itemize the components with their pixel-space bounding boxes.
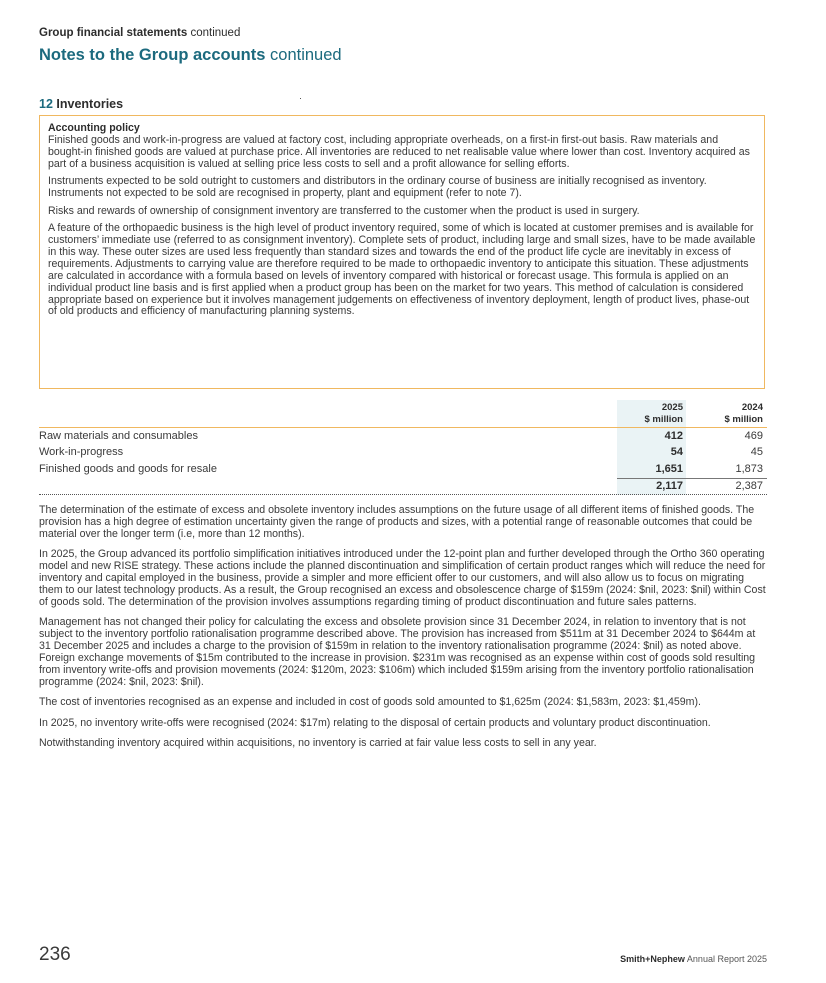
- policy-paragraph: Finished goods and work-in-progress are valued at factory cost, including appropriate overheads, on a first-in first-out basis. Raw materials and bought-in finished goods are valued at purchase price. All inventories are reduced to net realisable value where lower than cost. Inventory acquired as part of a business acquisition is valued at selling price less costs to sell and a profit allowance for selling efforts.: [48, 133, 750, 170]
- column-year: 2024: [741, 402, 763, 413]
- row-label: Work-in-progress: [39, 446, 124, 458]
- value-2025: 412: [664, 430, 683, 442]
- policy-paragraph: Risks and rewards of ownership of consignment inventory are transferred to the customer when the product is used in surgery.: [48, 204, 640, 217]
- section-header-bold: Group financial statements: [39, 27, 188, 39]
- value-2024: 1,873: [735, 463, 763, 475]
- total-row: [39, 478, 767, 494]
- page-title: [39, 46, 342, 65]
- policy-paragraph: Instruments expected to be sold outright to customers and distributors in the ordinary course of business are initially recognised as inventory. Instruments not expected to be sold are recognised in property, plant and equipment (refer to note 7).: [48, 175, 707, 200]
- stray-dot: [300, 98, 301, 99]
- total-2024: 2,387: [735, 480, 763, 492]
- table-row: [39, 461, 767, 477]
- note-title: Inventories: [52, 97, 124, 111]
- column-unit: $ million: [644, 414, 683, 425]
- notes-body: [39, 505, 767, 758]
- note-number: 12: [39, 97, 53, 111]
- page-number: 236: [39, 944, 71, 965]
- column-header-2025: [644, 402, 683, 426]
- body-paragraph: The cost of inventories recognised as an expense and included in cost of goods sold amounted to $1,625m (2024: $1,583m, 2023: $1,459m).: [39, 696, 701, 709]
- body-paragraph: In 2025, no inventory write-offs were recognised (2024: $17m) relating to the disposal of certain products and voluntary product discontinuation.: [39, 716, 711, 729]
- section-header: [39, 27, 240, 39]
- policy-paragraph: A feature of the orthopaedic business is the high level of product inventory required, some of which is located at customer premises and is available for customers’ immediate use (referred to as consignment inventory). Complete sets of product, including large and small sizes, have to be made available in this way. These outer sizes are used less frequently than standard sizes and towards the end of the product life cycle are inevitably in excess of requirements. Adjustments to carrying value are therefore required to be made to orthopaedic inventory to anticipate this situation. These adjustments are calculated in accordance with a formula based on levels of inventory compared with historical or forecast usage. This formula is applied on an individual product line basis and is first applied when a product group has been on the market for two years. This method of calculation is considered appropriate based on experience but it involves management judgements on effectiveness of inventory deployment, length of product lives, phase-out of old products and efficiency of manufacturing planning systems.: [48, 222, 756, 318]
- column-year: 2025: [661, 402, 683, 413]
- total-2025: 2,117: [656, 480, 683, 492]
- column-header-2024: [724, 402, 763, 426]
- note-heading: [39, 97, 123, 111]
- value-2024: 45: [750, 446, 763, 458]
- table-bottom-rule: [39, 494, 767, 495]
- section-header-suffix: continued: [187, 27, 241, 39]
- page-title-suffix: continued: [265, 46, 342, 64]
- document-page: [39, 0, 767, 983]
- policy-heading: Accounting policy: [48, 122, 140, 134]
- report-name: Annual Report 2025: [684, 954, 767, 964]
- brand-name: Smith+Nephew: [620, 954, 685, 964]
- table-row: [39, 428, 767, 444]
- body-paragraph: Notwithstanding inventory acquired within acquisitions, no inventory is carried at fair value less costs to sell in any year.: [39, 737, 597, 749]
- body-paragraph: Management has not changed their policy for calculating the excess and obsolete provision since 31 December 2024, in relation to inventory that is not subject to the inventory portfolio rationalisation programme described above. The provision has increased from $511m at 31 December 2024 to $644m at 31 December 2025 and includes a charge to the provision of $159m in relation to the inventory rationalisation programme (2024: $nil) as noted above. Foreign exchange movements of $15m contributed to the increase in provision. $231m was recognised as an expense within cost of goods sold resulting from inventory write-offs and provision movements (2024: $120m, 2023: $106m) which included $159m arising from the inventory portfolio rationalisation programme (2024: $nil, 2023: $nil).: [39, 616, 756, 688]
- body-paragraph: In 2025, the Group advanced its portfolio simplification initiatives introduced under the 12-point plan and further developed through the Ortho 360 operating model and new RISE strategy. These actions include the planned discontinuation and simplification of certain product ranges which will reduce the need for inventory and capital employed in the business, provide a simpler and more efficient offer to our customers, and will also allow us to focus on migrating them to our latest technology products. As a result, the Group recognised an excess and obsolescence charge of $159m (2024: $nil, 2023: $nil) within Cost of goods sold. The determination of the provision involves assumptions regarding timing of product discontinuation and future sales patterns.: [39, 548, 766, 608]
- value-2024: 469: [744, 430, 763, 442]
- row-label: Finished goods and goods for resale: [39, 463, 217, 475]
- value-2025: 1,651: [655, 463, 683, 475]
- page-title-bold: Notes to the Group accounts: [39, 46, 266, 64]
- column-unit: $ million: [724, 414, 763, 425]
- value-2025: 54: [670, 446, 683, 458]
- row-label: Raw materials and consumables: [39, 430, 198, 442]
- accounting-policy-box: [39, 115, 765, 389]
- footer-brand: [620, 954, 767, 964]
- body-paragraph: The determination of the estimate of excess and obsolete inventory includes assumptions on the future usage of all different items of finished goods. The provision has a high degree of estimation uncertainty given the range of products and sizes, with a potential range of reasonable outcomes that could be material over the longer term (i.e, more than 12 months).: [39, 504, 755, 540]
- table-row: [39, 444, 767, 460]
